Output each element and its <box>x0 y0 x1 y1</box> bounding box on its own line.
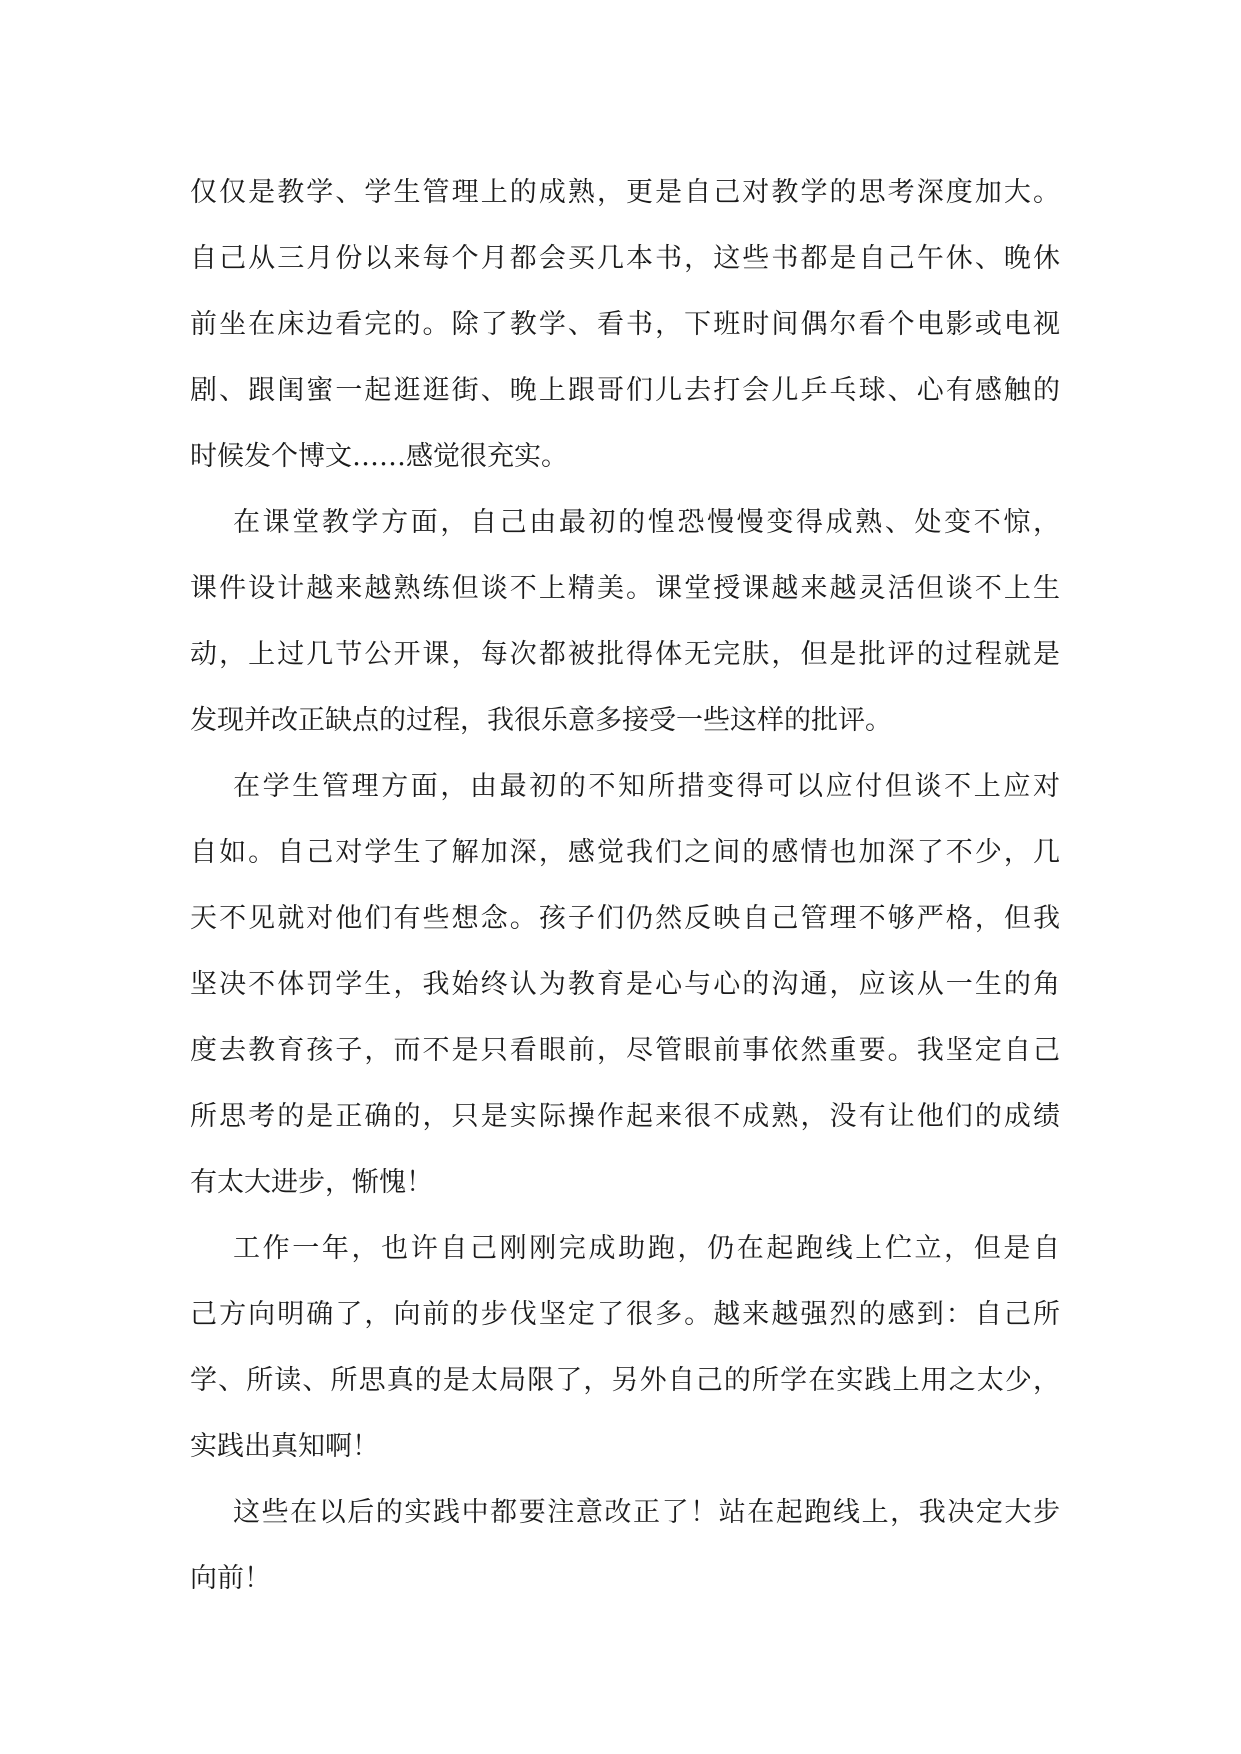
text-line: 课件设计越来越熟练但谈不上精美。课堂授课越来越灵活但谈不上生 <box>190 573 1060 604</box>
text-line: 有太大进步，惭愧！ <box>190 1167 433 1198</box>
text-line: 自如。自己对学生了解加深，感觉我们之间的感情也加深了不少，几 <box>190 837 1060 868</box>
text-line: 仅仅是教学、学生管理上的成熟，更是自己对教学的思考深度加大。 <box>190 177 1060 208</box>
text-line: 学、所读、所思真的是太局限了，另外自己的所学在实践上用之太少， <box>190 1365 1060 1396</box>
paragraph-first-line: 这些在以后的实践中都要注意改正了！站在起跑线上，我决定大步 <box>233 1497 1060 1528</box>
text-line: 度去教育孩子，而不是只看眼前，尽管眼前事依然重要。我坚定自己 <box>190 1035 1060 1066</box>
text-line: 己方向明确了，向前的步伐坚定了很多。越来越强烈的感到：自己所 <box>190 1299 1060 1330</box>
text-line: 实践出真知啊！ <box>190 1431 379 1462</box>
text-line: 天不见就对他们有些想念。孩子们仍然反映自己管理不够严格，但我 <box>190 903 1060 934</box>
text-line: 向前！ <box>190 1563 271 1594</box>
text-line: 坚决不体罚学生，我始终认为教育是心与心的沟通，应该从一生的角 <box>190 969 1060 1000</box>
text-line: 所思考的是正确的，只是实际操作起来很不成熟，没有让他们的成绩 <box>190 1101 1060 1132</box>
paragraph-first-line: 工作一年，也许自己刚刚完成助跑，仍在起跑线上伫立，但是自 <box>233 1233 1060 1264</box>
text-line: 自己从三月份以来每个月都会买几本书，这些书都是自己午休、晚休 <box>190 243 1060 274</box>
text-line: 发现并改正缺点的过程，我很乐意多接受一些这样的批评。 <box>190 705 892 736</box>
document-body <box>190 160 1060 1612</box>
text-line: 时候发个博文……感觉很充实。 <box>190 441 568 472</box>
text-line: 前坐在床边看完的。除了教学、看书，下班时间偶尔看个电影或电视 <box>190 309 1060 340</box>
text-line: 动，上过几节公开课，每次都被批得体无完肤，但是批评的过程就是 <box>190 639 1060 670</box>
paragraph-first-line: 在学生管理方面，由最初的不知所措变得可以应付但谈不上应对 <box>233 771 1060 802</box>
text-line: 剧、跟闺蜜一起逛逛街、晚上跟哥们儿去打会儿乒乓球、心有感触的 <box>190 375 1060 406</box>
paragraph-first-line: 在课堂教学方面，自己由最初的惶恐慢慢变得成熟、处变不惊， <box>233 507 1060 538</box>
